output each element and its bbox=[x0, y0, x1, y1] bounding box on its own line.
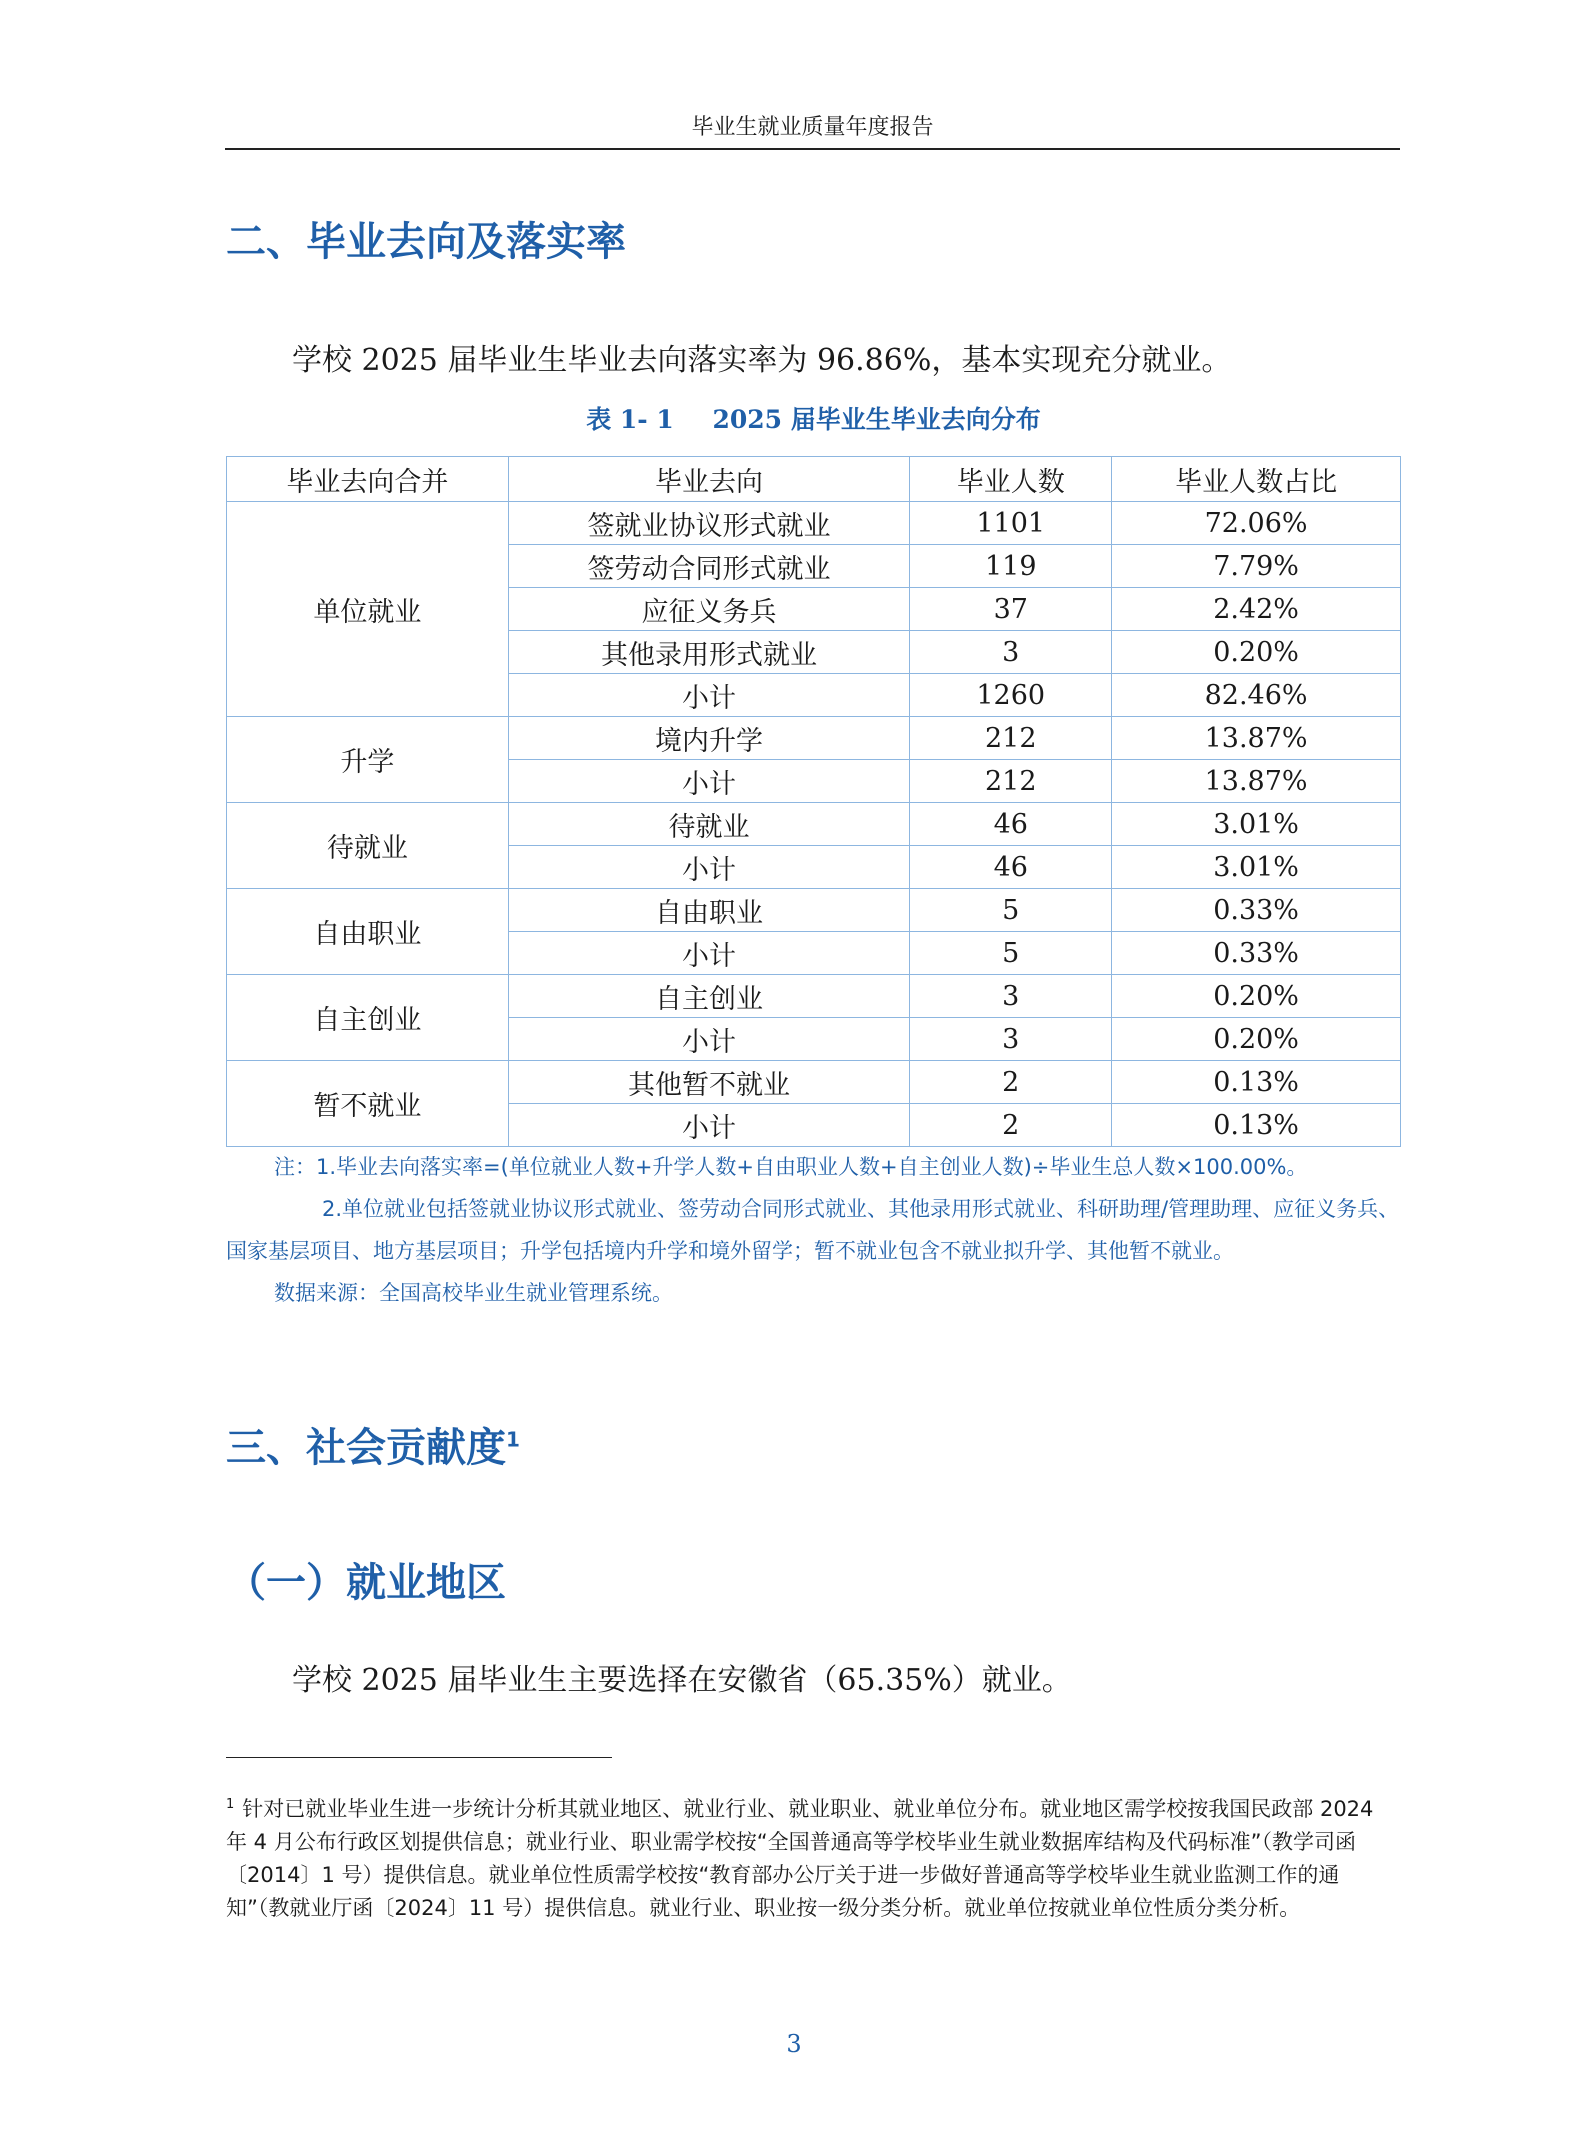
count-cell: 212 bbox=[910, 717, 1112, 760]
destination-cell: 其他暂不就业 bbox=[508, 1061, 910, 1104]
graduate-destination-table bbox=[226, 456, 1401, 1147]
section-2-heading: 二、毕业去向及落实率 bbox=[226, 219, 626, 265]
destination-cell: 签劳动合同形式就业 bbox=[508, 545, 910, 588]
destination-cell: 应征义务兵 bbox=[508, 588, 910, 631]
share-cell: 0.33% bbox=[1112, 932, 1401, 975]
share-cell: 2.42% bbox=[1112, 588, 1401, 631]
table-row bbox=[227, 717, 1401, 760]
share-cell: 13.87% bbox=[1112, 760, 1401, 803]
footnote bbox=[226, 1788, 1401, 1925]
count-cell: 119 bbox=[910, 545, 1112, 588]
note-2: 2.单位就业包括签就业协议形式就业、签劳动合同形式就业、其他录用形式就业、科研助理/管理助理、应征义务兵、国家基层项目、地方基层项目；升学包括境内升学和境外留学；暂不就业包含不就业拟升学、其他暂不就业。 bbox=[226, 1197, 1400, 1263]
section-3-title: 三、社会贡献度 bbox=[226, 1425, 506, 1471]
table-row bbox=[227, 1061, 1401, 1104]
table-row bbox=[227, 889, 1401, 932]
subsection-heading: （一）就业地区 bbox=[226, 1560, 506, 1606]
count-cell: 2 bbox=[910, 1104, 1112, 1147]
footnote-text: 针对已就业毕业生进一步统计分析其就业地区、就业行业、就业职业、就业单位分布。就业地区需学校按我国民政部 2024 年 4 月公布行政区划提供信息；就业行业、职业需学校按“全国普通高等学校毕业生就业数据库结构及代码标准”（教学司函〔2014〕1 号）提供信息。就业单位性质需学校按“教育部办公厅关于进一步做好普通高等学校毕业生就业监测工作的通知”（教就业厅函〔2024〕11 号）提供信息。就业行业、职业按一级分类分析。就业单位按就业单位性质分类分析。 bbox=[226, 1797, 1374, 1920]
share-cell: 82.46% bbox=[1112, 674, 1401, 717]
count-cell: 46 bbox=[910, 846, 1112, 889]
section-3-heading bbox=[226, 1420, 520, 1476]
section-2-intro: 学校 2025 届毕业生毕业去向落实率为 96.86%，基本实现充分就业。 bbox=[292, 343, 1232, 378]
group-cell: 升学 bbox=[227, 717, 509, 803]
destination-cell: 小计 bbox=[508, 932, 910, 975]
footnote-mark: 1 bbox=[226, 1797, 235, 1812]
group-cell: 自主创业 bbox=[227, 975, 509, 1061]
count-cell: 5 bbox=[910, 932, 1112, 975]
share-cell: 7.79% bbox=[1112, 545, 1401, 588]
destination-cell: 其他录用形式就业 bbox=[508, 631, 910, 674]
share-cell: 72.06% bbox=[1112, 502, 1401, 545]
count-cell: 212 bbox=[910, 760, 1112, 803]
column-header: 毕业人数 bbox=[910, 457, 1112, 502]
table-header-row bbox=[227, 457, 1401, 502]
table-caption-title: 2025 届毕业生毕业去向分布 bbox=[712, 405, 1041, 434]
column-header: 毕业人数占比 bbox=[1112, 457, 1401, 502]
footnote-reference[interactable]: 1 bbox=[506, 1427, 520, 1452]
running-header bbox=[225, 108, 1400, 150]
count-cell: 2 bbox=[910, 1061, 1112, 1104]
group-cell: 单位就业 bbox=[227, 502, 509, 717]
header-title: 毕业生就业质量年度报告 bbox=[691, 115, 934, 140]
share-cell: 3.01% bbox=[1112, 803, 1401, 846]
group-cell: 暂不就业 bbox=[227, 1061, 509, 1147]
group-cell: 自由职业 bbox=[227, 889, 509, 975]
count-cell: 1260 bbox=[910, 674, 1112, 717]
table-notes bbox=[226, 1146, 1401, 1314]
page-number: 3 bbox=[786, 2030, 802, 2058]
destination-cell: 待就业 bbox=[508, 803, 910, 846]
table-row bbox=[227, 975, 1401, 1018]
share-cell: 0.13% bbox=[1112, 1104, 1401, 1147]
destination-cell: 签就业协议形式就业 bbox=[508, 502, 910, 545]
share-cell: 0.13% bbox=[1112, 1061, 1401, 1104]
table-row bbox=[227, 803, 1401, 846]
note-1: 注：1.毕业去向落实率=(单位就业人数+升学人数+自由职业人数+自主创业人数)÷毕业生总人数×100.00%。 bbox=[274, 1155, 1308, 1179]
destination-cell: 小计 bbox=[508, 846, 910, 889]
share-cell: 0.33% bbox=[1112, 889, 1401, 932]
count-cell: 3 bbox=[910, 631, 1112, 674]
destination-cell: 自由职业 bbox=[508, 889, 910, 932]
destination-cell: 小计 bbox=[508, 1104, 910, 1147]
count-cell: 37 bbox=[910, 588, 1112, 631]
count-cell: 46 bbox=[910, 803, 1112, 846]
share-cell: 0.20% bbox=[1112, 631, 1401, 674]
group-cell: 待就业 bbox=[227, 803, 509, 889]
footnote-separator bbox=[226, 1757, 612, 1758]
destination-cell: 境内升学 bbox=[508, 717, 910, 760]
table-caption-number: 表 1- 1 bbox=[586, 405, 674, 434]
data-source-note: 数据来源：全国高校毕业生就业管理系统。 bbox=[274, 1281, 673, 1305]
destination-cell: 小计 bbox=[508, 760, 910, 803]
table-row bbox=[227, 502, 1401, 545]
share-cell: 0.20% bbox=[1112, 975, 1401, 1018]
section-3-intro: 学校 2025 届毕业生主要选择在安徽省（65.35%）就业。 bbox=[292, 1663, 1072, 1698]
share-cell: 3.01% bbox=[1112, 846, 1401, 889]
destination-cell: 自主创业 bbox=[508, 975, 910, 1018]
column-header: 毕业去向合并 bbox=[227, 457, 509, 502]
count-cell: 3 bbox=[910, 975, 1112, 1018]
destination-cell: 小计 bbox=[508, 674, 910, 717]
share-cell: 0.20% bbox=[1112, 1018, 1401, 1061]
destination-cell: 小计 bbox=[508, 1018, 910, 1061]
table-caption bbox=[226, 400, 1401, 440]
count-cell: 3 bbox=[910, 1018, 1112, 1061]
count-cell: 1101 bbox=[910, 502, 1112, 545]
column-header: 毕业去向 bbox=[508, 457, 910, 502]
count-cell: 5 bbox=[910, 889, 1112, 932]
share-cell: 13.87% bbox=[1112, 717, 1401, 760]
